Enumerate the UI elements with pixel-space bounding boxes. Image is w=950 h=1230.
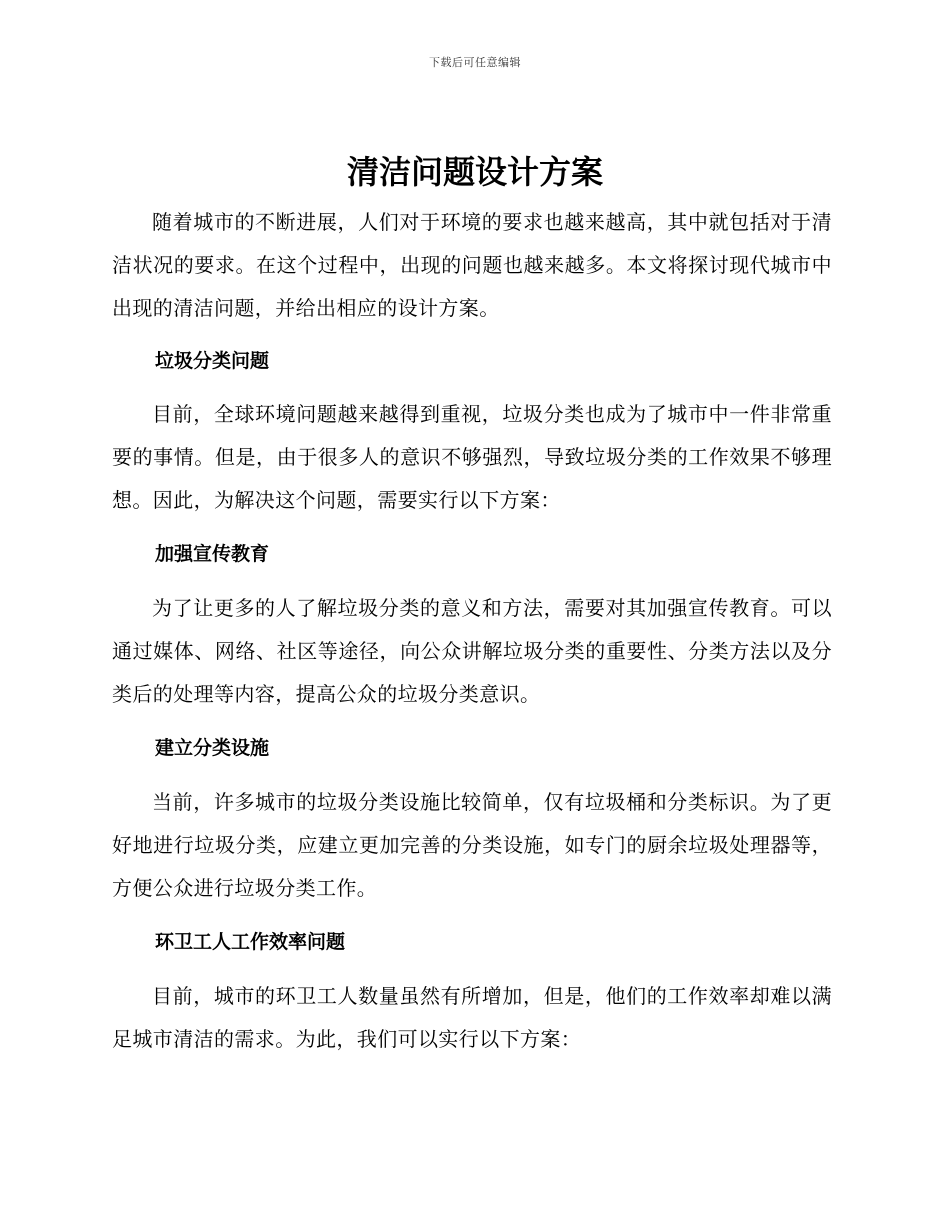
facility-paragraph: 当前，许多城市的垃圾分类设施比较简单，仅有垃圾桶和分类标识。为了更好地进行垃圾分类，应建立更加完善的分类设施，如专门的厨余垃圾处理器等，方便公众进行垃圾分类工作。 [112,790,832,900]
intro-paragraph: 随着城市的不断进展，人们对于环境的要求也越来越高，其中就包括对于清洁状况的要求。在这个过程中，出现的问题也越来越多。本文将探讨现代城市中出现的清洁问题，并给出相应的设计方案。 [112,210,832,320]
document-title: 清洁问题设计方案 [346,153,603,191]
header-note: 下载后可任意编辑 [429,56,521,69]
education-paragraph: 为了让更多的人了解垃圾分类的意义和方法，需要对其加强宣传教育。可以通过媒体、网络、社区等途径，向公众讲解垃圾分类的重要性、分类方法以及分类后的处理等内容，提高公众的垃圾分类意识。 [112,596,832,706]
garbage-sorting-paragraph: 目前，全球环境问题越来越得到重视，垃圾分类也成为了城市中一件非常重要的事情。但是，由于很多人的意识不够强烈，导致垃圾分类的工作效果不够理想。因此，为解决这个问题，需要实行以下方案： [112,402,832,512]
garbage-sorting-heading: 垃圾分类问题 [155,350,270,372]
worker-efficiency-paragraph: 目前，城市的环卫工人数量虽然有所增加，但是，他们的工作效率却难以满足城市清洁的需求。为此，我们可以实行以下方案： [112,984,832,1051]
education-heading: 加强宣传教育 [155,543,270,565]
worker-efficiency-heading: 环卫工人工作效率问题 [155,931,346,953]
facility-heading: 建立分类设施 [155,737,270,759]
